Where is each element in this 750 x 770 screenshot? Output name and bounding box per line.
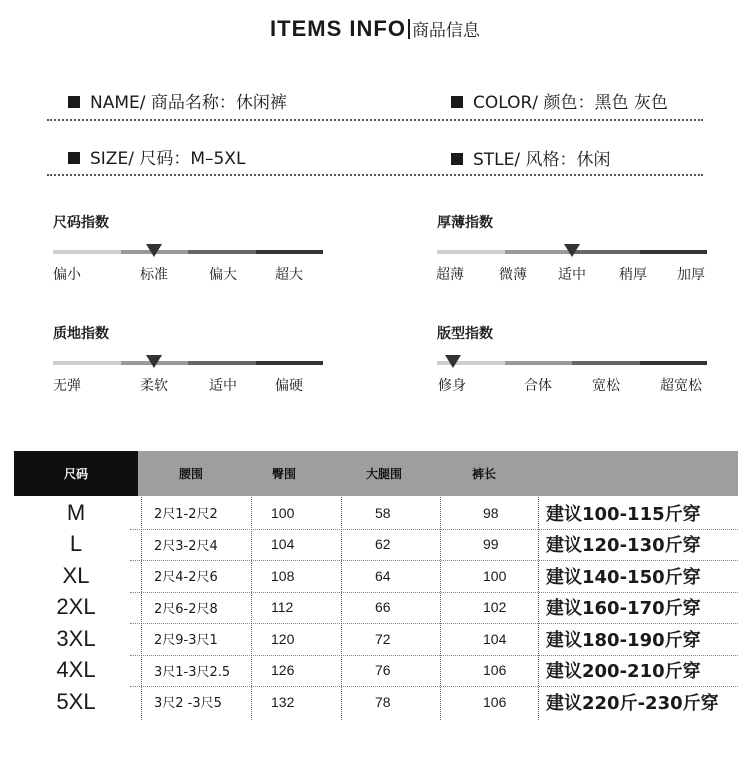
cell-length: 106 bbox=[483, 662, 507, 678]
index-label: 适中 bbox=[209, 378, 237, 394]
cell-waist: 3尺1-3尺2.5 bbox=[154, 664, 231, 680]
grid-line bbox=[251, 497, 252, 720]
cell-waist: 2尺3-2尺4 bbox=[154, 538, 218, 554]
table-row bbox=[14, 655, 738, 686]
bullet-square-icon bbox=[451, 153, 463, 165]
table-row bbox=[14, 623, 738, 654]
cell-suggestion: 建议220斤-230斤穿 bbox=[546, 692, 719, 714]
info-name-text: NAME/ 商品名称：休闲裤 bbox=[90, 93, 287, 113]
index-label: 偏大 bbox=[209, 267, 237, 283]
page-header bbox=[0, 16, 750, 42]
grid-line bbox=[130, 623, 738, 624]
cell-length: 104 bbox=[483, 630, 507, 647]
grid-line bbox=[130, 560, 738, 561]
thickness-index bbox=[437, 212, 707, 284]
header-title-cn: 商品信息 bbox=[411, 21, 480, 41]
cell-thigh: 66 bbox=[375, 599, 391, 615]
header-waist: 腰围 bbox=[179, 467, 204, 481]
index-bar bbox=[53, 361, 323, 365]
cell-suggestion: 建议160-170斤穿 bbox=[546, 598, 701, 619]
header-separator bbox=[408, 19, 410, 39]
index-label: 偏小 bbox=[53, 267, 81, 283]
index-label: 无弹 bbox=[53, 378, 81, 394]
index-label: 超宽松 bbox=[660, 378, 702, 394]
cell-hip: 120 bbox=[271, 630, 295, 647]
divider bbox=[47, 174, 703, 176]
table-row bbox=[14, 686, 738, 717]
bullet-square-icon bbox=[68, 152, 80, 164]
cell-suggestion: 建议140-150斤穿 bbox=[546, 566, 701, 588]
index-label: 标准 bbox=[140, 267, 168, 283]
bullet-square-icon bbox=[451, 96, 463, 108]
cell-hip: 112 bbox=[271, 599, 294, 615]
grid-line bbox=[538, 497, 539, 720]
index-label: 超薄 bbox=[436, 267, 464, 283]
index-title: 尺码指数 bbox=[53, 215, 109, 231]
info-size-text: SIZE/ 尺码：M–5XL bbox=[90, 149, 246, 169]
info-color-text: COLOR/ 颜色：黑色 灰色 bbox=[473, 93, 668, 113]
grid-line bbox=[130, 529, 738, 530]
cell-suggestion: 建议200-210斤穿 bbox=[546, 661, 701, 682]
header-thigh: 大腿围 bbox=[366, 467, 403, 481]
divider bbox=[47, 119, 703, 121]
cell-length: 98 bbox=[483, 504, 499, 521]
index-bar bbox=[437, 250, 707, 254]
size-fit-index bbox=[53, 212, 323, 284]
header-length: 裤长 bbox=[472, 467, 497, 481]
index-label: 微薄 bbox=[499, 267, 527, 283]
cell-thigh: 76 bbox=[375, 662, 391, 678]
cut-index bbox=[437, 323, 707, 395]
cell-size: 5XL bbox=[56, 688, 96, 714]
cell-length: 99 bbox=[483, 536, 499, 552]
index-label: 偏硬 bbox=[275, 378, 303, 394]
index-title: 质地指数 bbox=[53, 326, 109, 342]
cell-thigh: 58 bbox=[375, 504, 391, 521]
grid-line bbox=[341, 497, 342, 720]
table-row bbox=[14, 592, 738, 623]
header-size: 尺码 bbox=[14, 451, 138, 496]
index-marker-icon bbox=[564, 244, 580, 257]
cell-length: 106 bbox=[483, 693, 507, 710]
cell-size: 3XL bbox=[56, 625, 96, 651]
cell-size: M bbox=[66, 499, 86, 525]
cell-size: XL bbox=[62, 562, 90, 588]
grid-line bbox=[141, 497, 142, 720]
cell-thigh: 78 bbox=[375, 693, 391, 710]
cell-thigh: 62 bbox=[375, 536, 391, 552]
index-label: 合体 bbox=[524, 378, 552, 394]
index-label: 宽松 bbox=[592, 378, 620, 394]
bullet-square-icon bbox=[68, 96, 80, 108]
cell-suggestion: 建议180-190斤穿 bbox=[546, 629, 701, 651]
cell-hip: 126 bbox=[271, 662, 295, 678]
index-bar bbox=[53, 250, 323, 254]
info-name bbox=[68, 88, 287, 113]
cell-waist: 2尺9-3尺1 bbox=[154, 633, 218, 648]
table-row bbox=[14, 560, 738, 591]
cell-length: 100 bbox=[483, 567, 507, 584]
table-row bbox=[14, 497, 738, 528]
header-hip: 臀围 bbox=[272, 467, 297, 481]
index-title: 版型指数 bbox=[437, 326, 493, 342]
cell-size: L bbox=[69, 531, 83, 556]
grid-line bbox=[440, 497, 441, 720]
index-label: 加厚 bbox=[677, 267, 705, 283]
info-style bbox=[451, 145, 611, 170]
index-marker-icon bbox=[146, 244, 162, 257]
texture-index bbox=[53, 323, 323, 395]
cell-hip: 104 bbox=[271, 536, 295, 552]
cell-hip: 108 bbox=[271, 567, 295, 584]
index-label: 稍厚 bbox=[619, 267, 647, 283]
cell-thigh: 72 bbox=[375, 630, 391, 647]
index-label: 适中 bbox=[558, 267, 586, 283]
cell-waist: 2尺4-2尺6 bbox=[154, 570, 218, 585]
grid-line bbox=[130, 592, 738, 593]
table-row bbox=[14, 529, 738, 560]
cell-hip: 100 bbox=[271, 504, 295, 521]
index-marker-icon bbox=[445, 355, 461, 368]
index-label: 柔软 bbox=[140, 378, 168, 394]
size-table-header bbox=[14, 451, 738, 496]
header-title-en: ITEMS INFO bbox=[270, 16, 406, 41]
index-title: 厚薄指数 bbox=[437, 215, 493, 231]
index-marker-icon bbox=[146, 355, 162, 368]
cell-size: 4XL bbox=[56, 657, 96, 682]
info-style-text: STLE/ 风格：休闲 bbox=[473, 150, 611, 170]
cell-size: 2XL bbox=[56, 594, 96, 619]
index-label: 修身 bbox=[438, 378, 466, 394]
cell-suggestion: 建议120-130斤穿 bbox=[546, 535, 701, 556]
info-color bbox=[451, 88, 668, 113]
cell-length: 102 bbox=[483, 599, 507, 615]
cell-waist: 3尺2 -3尺5 bbox=[154, 696, 222, 711]
info-size bbox=[68, 144, 245, 169]
index-bar bbox=[437, 361, 707, 365]
index-label: 超大 bbox=[275, 267, 303, 283]
cell-hip: 132 bbox=[271, 693, 295, 710]
cell-waist: 2尺6-2尺8 bbox=[154, 601, 218, 617]
cell-waist: 2尺1-2尺2 bbox=[154, 507, 218, 522]
grid-line bbox=[130, 655, 738, 656]
cell-suggestion: 建议100-115斤穿 bbox=[546, 503, 701, 525]
cell-thigh: 64 bbox=[375, 567, 391, 584]
grid-line bbox=[130, 686, 738, 687]
